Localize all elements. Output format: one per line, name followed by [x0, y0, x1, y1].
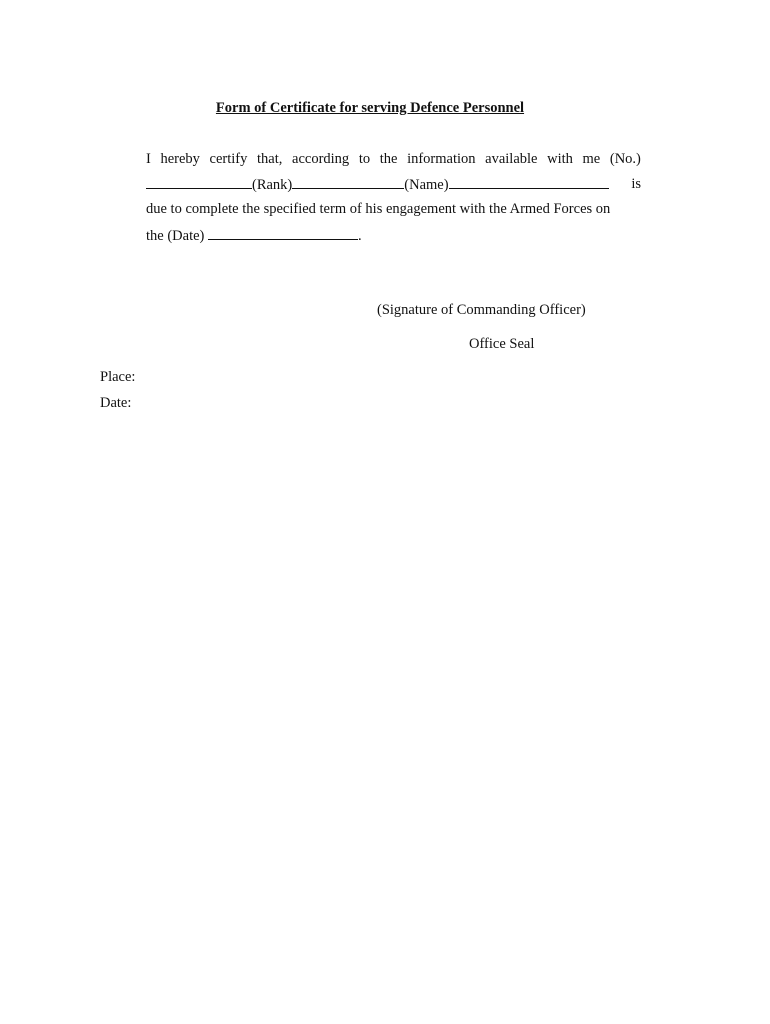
fill-in-group [146, 176, 609, 194]
word: information [407, 151, 476, 167]
end-period: . [358, 228, 362, 244]
word: (No.) [609, 151, 641, 167]
date-blank[interactable] [208, 227, 358, 240]
name-blank[interactable] [449, 176, 609, 189]
word: according [292, 151, 350, 167]
word: I [146, 151, 151, 167]
certificate-body-line-2 [146, 176, 641, 194]
place-label: Place: [100, 369, 136, 385]
word: to [358, 151, 371, 167]
word: the [379, 151, 398, 167]
date-label: the (Date) [146, 228, 205, 244]
certificate-title: Form of Certificate for serving Defence Personnel [215, 100, 525, 116]
is-word: is [631, 176, 641, 192]
certificate-body-line-3: due to complete the specified term of his engagement with the Armed Forces on [146, 201, 611, 217]
certificate-body-line-1 [146, 151, 641, 168]
rank-blank[interactable] [292, 176, 404, 189]
word: with [547, 151, 573, 167]
word: me [582, 151, 601, 167]
rank-label: (Rank) [252, 177, 293, 193]
signature-label: (Signature of Commanding Officer) [377, 302, 586, 318]
office-seal-label: Office Seal [469, 336, 535, 352]
word: that, [257, 151, 283, 167]
number-blank[interactable] [146, 176, 252, 189]
word: certify [209, 151, 248, 167]
certificate-body-line-4 [146, 227, 641, 245]
name-label: (Name) [404, 177, 449, 193]
date-field-label: Date: [100, 395, 132, 411]
word: hereby [160, 151, 200, 167]
word: available [485, 151, 538, 167]
